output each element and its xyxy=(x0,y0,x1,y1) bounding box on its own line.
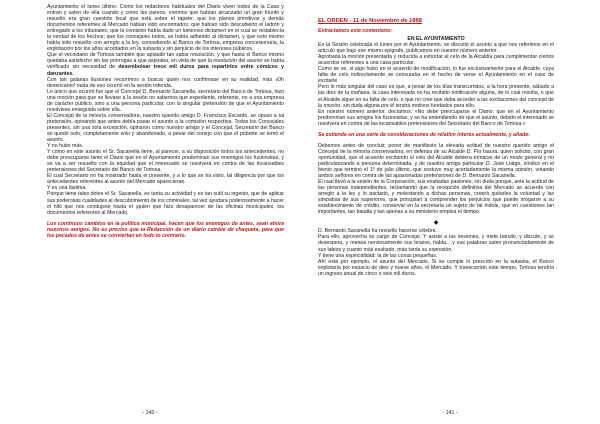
article-title: EN EL AYUNTAMIENTO xyxy=(407,36,465,43)
paragraph: D. Bernardo Sacanella ha resuelto hacerse célebre. xyxy=(318,228,438,235)
right-page xyxy=(300,0,600,424)
paragraph: En la Sesión celebrada el lunes por el Ayuntamiento, se discutió el asunto a que nos referimos en el artículo que bajo ese mismo epígrafe, publicamos en nuestro número anterior. xyxy=(318,42,554,55)
paragraph: Ahí está por ejemplo, el asunto del Mercado. Si se cumple lo prescrito en la subasta, el Banco explotaría por espacio de diez y nueve años, el Mercado. Y transcurrido este tiempo, Tortosa tendría un ingreso anual de cinco o seis mil duros. xyxy=(318,258,554,277)
paragraph: Pero lo más singular del caso es que, a pesar de los días transcurridos, a la hora presente, sábado a las diez de la mañana, la casa interesada no ha recibido notificación alguna, de lo cual resulta, o que el Alcalde sigue en su falta de celo, o que no cree que deba acceder a las excitaciones del concejal de la moción, sin duda alguna por él tendrá motivos fundados para ello. xyxy=(318,84,554,109)
paragraph: Y no hubo más. xyxy=(47,143,84,150)
paragraph: El cual Secretario no ha mostrado hasta el presente, y a lo que se ha visto, tal diligencia por que los antecedentes referentes al asunto del Mercado aparecieran. xyxy=(47,173,284,186)
editorial-aside: Se extiende en una serie de consideraciones de relativo interés actualmente, y añade: xyxy=(318,131,530,138)
page-number-right: - 141 - xyxy=(442,410,458,416)
editorial-note: Los continuos cambios en la política municipal, hacen que los enemigos de antes, sean ahora nuestros amigos. No es preciso que la Redacción de un diario cambie de chaqueta, para que los pecados de antes se conviertan en todo lo contrario. xyxy=(47,220,284,239)
paragraph: Lo único que ocurrió fue que el Concejal D. Bernardo Sacanella, secretario del Banco de Tortosa, hizo una moción para que se llevase a la sesión no sabemos que expediente, referente, no a una empresa de carácter público, sino a una persona particular, con la singular pretensión de que el Ayuntamiento resolviese enseguida sobre ella. xyxy=(47,88,284,113)
emphasis-text: desembolsar trece mil duros para repartirlos entre cómicos y danzantes. xyxy=(47,64,284,77)
diamond-ornament-icon: ◆ xyxy=(433,220,439,227)
paragraph: Como se ve, si algo hubo en el acuerdo de modificación, lo fue exclusivamente para el Alcalde, cuya falta de celo indirectamente se censuraba en el hecho de verse el Ayuntamiento en el caso de excitarle. xyxy=(318,66,554,85)
paragraph: Ayuntamiento el lunes último. Como los redactores habituales del Diario viven todos de la Casa y entran y salen de ella cuando y como les parece, creímos que habían alcanzado un gran triunfo y resuelto era gran cuestión local que está sobre el tapete; que los planos primitivos y demás documentos referentes al Mercado habían sido encontrados; que habían sido descubierto el ladrón y entregado a los tribunales; que la comisión había dado un luminoso dictamen en el cual se restablecía la verdad de los hechos; que los concejales todos, se había adherido al dictamen, y que esto mismo había sido resuelto con arreglo a la ley, concediendo al Banco de Tortosa, empresa concesionaria, la explotación por los años acordados en la subasta y sin perjuicio de los intereses públicos. xyxy=(47,4,284,53)
newspaper-header: EL ORDEN - 11 de Noviembre de 1888 xyxy=(318,18,422,24)
paragraph: Que el vecindario de Tortosa también que aplaudir tan sabia resolución, y que hasta el Banco mismo quedaba satisfecho sin las prórrogas a que aspiraba, en vista de que la resolución del asunto se había verificado sin necesidad de desembolsar trece mil duros para repartirlos entre cómicos y danzantes. xyxy=(47,52,284,77)
paragraph: Y tiene una especialidad: la de las cosas pequeñas. xyxy=(318,252,438,259)
paragraph: El cual llevó a la sesión de la Corporación, sus exaltadas pasiones, sin duda porque, ante la actitud de las personas independientes, reclamando que la recepción definitiva del Mercado se acuerde con arreglo a la ley y lo pactado, y molestando a dichas personas, creerá quitarles la voluntad y las simpatías de sus superiores, que principian a comprender los perjuicios que puede irrogarse a su establecimiento de crédito, conservar en la secretaría un sujeto de tal índole, que en cuestiones tan importantes, tan batalla y tan apenas a su ministerio emplea el tiempo. xyxy=(318,179,554,216)
paragraph: Para ello, aprovecha su cargo de Concejal. Y asiste a las sesiones, y mete barullo, y discute, y se desespera, y menea nerviosamente sus brazos, habla... y sus palabras salen pronunciadamente de sus labios y cuanto más exaltado, más tarda su expresión. xyxy=(318,234,554,253)
paragraph: Debemos antes de concluir, poner de manifiesto la elevada actitud de nuestro querido amigo el Concejal de la minoría conservadora, en defensa de su Alcalde D. Pío Isaura, quien solicitó, con gran oportunidad, que el acuerdo excitando el celo del Alcalde debiera tomarse de un modo general y no particularizando a persona determinada, y de nuestro amigo particular D. José Liatge, síndico en el bienio que terminó el 1º de julio último, que sostuvo muy acertadamente la misma opinión, votando ambos señores en contra de las apasionadas pretensiones de D. Bernardo Sacanella. xyxy=(318,142,554,180)
paragraph: Y es una lástima. xyxy=(47,185,87,192)
paragraph: Porque tiene tales dotes el Sr. Sacanella, es tanta su actividad y es tan sutil su ingenio, que de aplicar sus poderosas cualidades al descubrimiento de los criminales, tal vez ayudara poderosamente a hacer el hilo que nos condujese hasta el ¡quien que hizo desaparecer de las oficinas municipales, los documentos referentes al Mercado. xyxy=(47,191,284,216)
intro-line: Extractamos este comentario: xyxy=(318,28,393,34)
paragraph: Y como en este asunto el Sr. Sacanella tiene, al parecer, a su disposición todos los antecedentes, no debe preocuparse tanto el Diario que en el Ayuntamiento predominan sus enemigos los fusionistas, y se va a ser resuelto con la equidad que el interesado se resolverá en contra de las incansables pretensiones del Secretario del Banco de Tortosa. xyxy=(47,149,284,174)
page-number-left: - 140 - xyxy=(142,410,158,416)
paragraph: En nuestro número anterior, decíamos: «No debe preocuparse el Diario; que en el Ayuntamiento predominan sus amigos los fusionistas, y se ha entendiendo de que el asunto, debido el interesado se resolverá en contra de las incansables pretensiones del Secretario del Banco de Tortosa.» xyxy=(318,108,554,127)
paragraph: El Concejal de la minoría conservadora, nuestro querido amigo D. Francisco Escardó, se opuso a tal pretensión, opinando que antes debía pasar el asunto a la comisión respectiva. Todos los Concejales presentes, sin una sola excepción, opinaron como nuestro amigo y el Concejal, Secretario del Banco se quedó solo, completamente solo y abandonado, a pesar del conejo con que el pobrete se tomó el asunto. xyxy=(47,112,284,144)
paragraph: Con tan galanas ilusiones recurrimos a buscar quien nos confirmase en su realidad, más ¡Oh desencanto! nada de eso ocurrió en la sesión referida. xyxy=(47,76,284,89)
paragraph: Aprobada la moción presentada y reducida a exhortar al celo de la Alcaldía para cumplimentar ciertos acuerdos referentes a una casa particular. xyxy=(318,54,554,67)
